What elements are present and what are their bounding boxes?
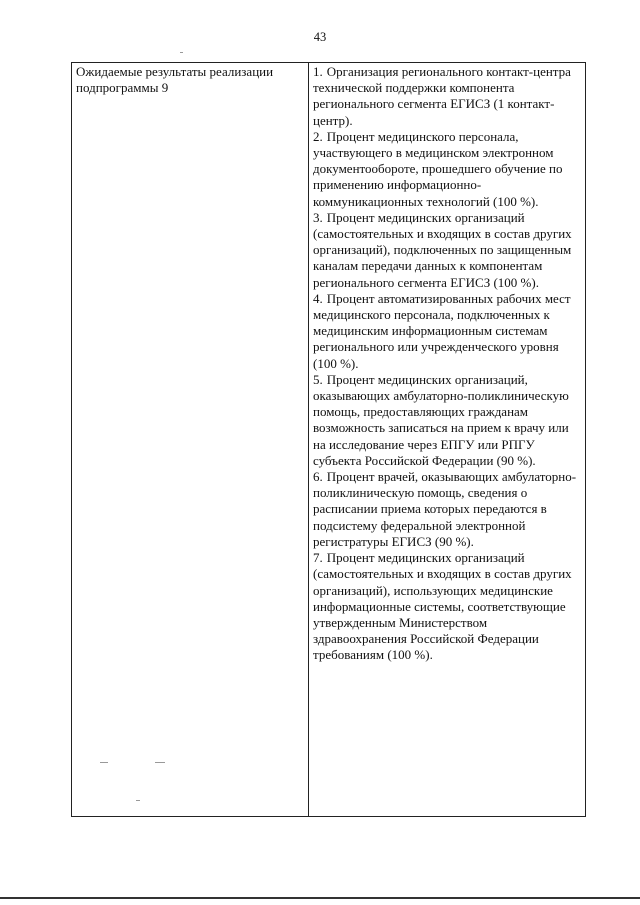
table-row (72, 63, 586, 817)
results-table (71, 62, 586, 817)
result-item-7 (313, 550, 581, 663)
item-text: Процент врачей, оказывающих амбулаторно-поликлиническую помощь, сведения о расписании приема которых передаются в подсистему федеральной электронной регистратуры ЕГИСЗ (90 %). (313, 469, 577, 549)
scan-speck (100, 762, 108, 763)
result-item-5 (313, 372, 581, 469)
scan-speck (180, 52, 183, 53)
item-number: 4. (313, 290, 323, 306)
item-text: Организация регионального контакт-центра технической поддержки компонента регионального сегмента ЕГИСЗ (1 контакт-центр). (313, 64, 571, 128)
item-number: 2. (313, 128, 323, 144)
result-item-1 (313, 64, 581, 129)
item-text: Процент медицинских организаций, оказывающих амбулаторно-поликлиническую помощь, предоставляющих гражданам возможность записаться на прием к врачу или на исследование через ЕПГУ или РПГУ субъекта Российской Федерации (90 %). (313, 371, 569, 468)
scan-speck (136, 800, 140, 801)
item-text: Процент автоматизированных рабочих мест медицинского персонала, подключенных к медицинским информационным системам регионального или учрежденческого уровня (100 %). (313, 290, 571, 371)
page-number: 43 (313, 30, 327, 44)
result-item-6 (313, 469, 581, 550)
item-number: 7. (313, 550, 323, 566)
item-number: 3. (313, 209, 323, 225)
scan-speck (155, 762, 165, 763)
items-cell (309, 63, 586, 817)
item-number: 5. (313, 371, 323, 387)
result-item-4 (313, 291, 581, 372)
item-number: 1. (313, 64, 323, 79)
scan-edge-rule (0, 897, 640, 899)
item-text: Процент медицинских организаций (самостоятельных и входящих в состав других организаций), использующих медицинские информационные системы, соответствующие утвержденным Министерством здравоохранения Российской Федерации требованиям (100 %). (313, 550, 572, 663)
result-item-2 (313, 129, 581, 210)
label-cell: Ожидаемые результаты реализации подпрограммы 9 (72, 63, 309, 817)
item-text: Процент медицинских организаций (самостоятельных и входящих в состав других организаций), подключенных по защищенным каналам передачи данных к компонентам регионального сегмента ЕГИСЗ (100 %). (313, 209, 572, 290)
result-item-3 (313, 210, 581, 291)
item-text: Процент медицинского персонала, участвующего в медицинском электронном документообороте, прошедшего обучение по применению информационно-коммуникационных технологий (100 %). (313, 128, 563, 209)
item-number: 6. (313, 469, 323, 485)
